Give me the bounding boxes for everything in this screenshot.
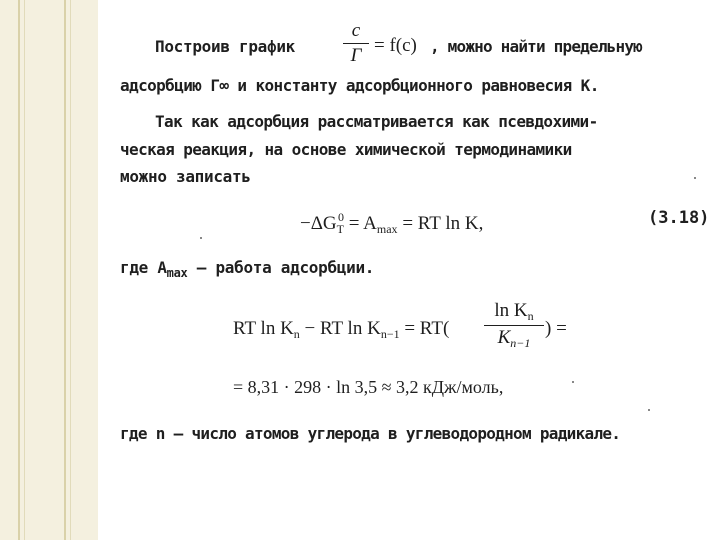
- fraction-numerator: c: [351, 20, 361, 41]
- text-line-6-start: где A: [120, 258, 167, 277]
- text-line-3: Так как адсорбция рассматривается как псевдохими-: [155, 112, 598, 131]
- scan-speck: [694, 177, 696, 179]
- fraction2-den-sub: n−1: [510, 336, 531, 350]
- eq2-rt: = RT(: [404, 318, 450, 339]
- eq-sub-max: max: [376, 222, 398, 236]
- text-line-1-start: Построив график: [155, 37, 295, 56]
- text-line-6: [120, 258, 374, 280]
- fraction-denominator: Г: [350, 45, 362, 66]
- text-line-7: где n — число атомов углерода в углеводородном радикале.: [120, 424, 621, 443]
- fraction2-den-text: K: [497, 327, 511, 348]
- fraction2-denominator: [484, 327, 544, 351]
- scan-speck: [648, 409, 650, 411]
- fraction2-num-sub: n: [527, 309, 534, 323]
- fraction2-numerator: [484, 300, 544, 324]
- eq-delta-g: −ΔG: [300, 213, 337, 234]
- eq-a: = A: [348, 213, 377, 234]
- text-line-5: можно записать: [120, 167, 251, 186]
- eq2-sub-n: n: [293, 327, 300, 341]
- eq2-left: RT ln K: [233, 318, 294, 339]
- fraction2-bar: [484, 325, 544, 326]
- fraction-ln-kn-over-kn1: [484, 300, 544, 351]
- equation-numeric-result: = 8,31 · 298 · ln 3,5 ≈ 3,2 кДж/моль,: [233, 377, 504, 397]
- text-line-1-end: , можно найти предельную: [430, 37, 642, 56]
- eq2-close: ) =: [545, 318, 567, 339]
- eq-rt-ln-k: = RT ln K,: [402, 213, 484, 234]
- equation-3-18: [300, 210, 483, 237]
- equation-number: (3.18): [648, 208, 710, 228]
- scan-speck: [200, 237, 202, 239]
- scan-speck: [572, 381, 574, 383]
- equation-rt-ln-kn: [233, 318, 449, 342]
- eq-sup-0: 0: [338, 210, 344, 224]
- fraction2-num-text: ln K: [494, 300, 528, 321]
- eq2-sub-n1: n−1: [380, 327, 400, 341]
- text-line-4: ческая реакция, на основе химической термодинамики: [120, 140, 572, 159]
- equation-f-of-c: = f(c): [374, 35, 417, 56]
- fraction-c-over-gamma: [343, 20, 369, 67]
- text-line-6-end: — работа адсорбции.: [196, 258, 375, 277]
- eq2-mid: − RT ln K: [304, 318, 381, 339]
- fraction-bar: [343, 43, 369, 44]
- eq-sub-t: T: [336, 222, 344, 236]
- text-line-2: адсорбцию Г∞ и константу адсорбционного равновесия K.: [120, 76, 599, 95]
- text-line-6-sub: max: [166, 266, 188, 280]
